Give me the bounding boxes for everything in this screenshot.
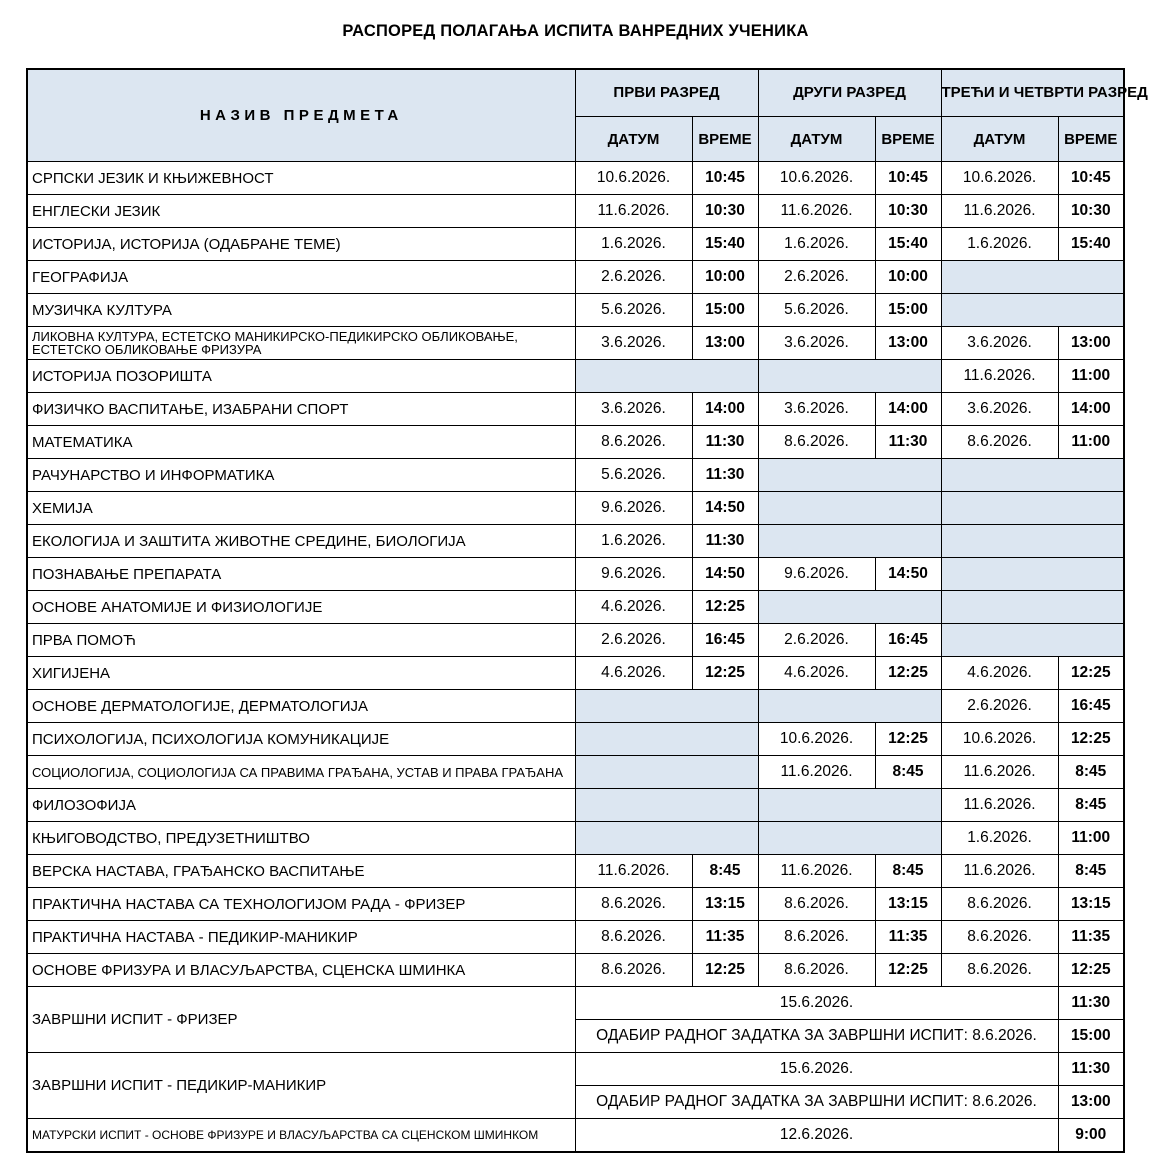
exam-time-cell: 14:50 — [692, 492, 758, 525]
subject-cell: ВЕРСКА НАСТАВА, ГРАЂАНСКО ВАСПИТАЊЕ — [27, 855, 575, 888]
table-row — [27, 723, 1124, 756]
table-row — [27, 162, 1124, 195]
exam-date-cell: 5.6.2026. — [575, 459, 692, 492]
subject-cell: СРПСКИ ЈЕЗИК И КЊИЖЕВНОСТ — [27, 162, 575, 195]
exam-time-cell: 12:25 — [692, 954, 758, 987]
subject-cell: ИСТОРИЈА, ИСТОРИЈА (ОДАБРАНЕ ТЕМЕ) — [27, 228, 575, 261]
exam-date-cell: 1.6.2026. — [758, 228, 875, 261]
exam-time-cell: 16:45 — [1058, 690, 1124, 723]
final-exam-row — [27, 1053, 1124, 1086]
exam-date-cell: 8.6.2026. — [941, 426, 1058, 459]
exam-time-cell: 14:50 — [875, 558, 941, 591]
exam-date-cell: 8.6.2026. — [758, 954, 875, 987]
exam-date-cell: 11.6.2026. — [575, 855, 692, 888]
exam-date-cell: 11.6.2026. — [758, 756, 875, 789]
table-row — [27, 558, 1124, 591]
exam-date-cell: 8.6.2026. — [758, 888, 875, 921]
exam-time-cell: 11:35 — [1058, 921, 1124, 954]
exam-date-cell: 3.6.2026. — [758, 393, 875, 426]
table-row — [27, 822, 1124, 855]
grade2-header: ДРУГИ РАЗРЕД — [758, 69, 941, 117]
table-row — [27, 855, 1124, 888]
exam-time-cell: 15:00 — [692, 294, 758, 327]
subject-cell: РАЧУНАРСТВО И ИНФОРМАТИКА — [27, 459, 575, 492]
subject-cell: ПРАКТИЧНА НАСТАВА - ПЕДИКИР-МАНИКИР — [27, 921, 575, 954]
exam-time-cell: 12:25 — [692, 591, 758, 624]
exam-date-cell: 9.6.2026. — [575, 558, 692, 591]
exam-time-cell: 12:25 — [1058, 723, 1124, 756]
exam-time-cell: 8:45 — [692, 855, 758, 888]
exam-time-cell: 13:15 — [692, 888, 758, 921]
no-exam-cell — [941, 624, 1124, 657]
task-selection-time: 15:00 — [1058, 1020, 1124, 1053]
exam-date-cell: 3.6.2026. — [941, 393, 1058, 426]
table-row — [27, 921, 1124, 954]
subject-cell: СОЦИОЛОГИЈА, СОЦИОЛОГИЈА СА ПРАВИМА ГРАЂАНА, УСТАВ И ПРАВА ГРАЂАНА — [27, 756, 575, 789]
table-row — [27, 789, 1124, 822]
no-exam-cell — [941, 459, 1124, 492]
table-row — [27, 261, 1124, 294]
table-row — [27, 888, 1124, 921]
final-exam-date: 15.6.2026. — [575, 987, 1058, 1020]
table-row — [27, 492, 1124, 525]
exam-date-cell: 11.6.2026. — [758, 855, 875, 888]
subject-cell: ОСНОВЕ ДЕРМАТОЛОГИЈЕ, ДЕРМАТОЛОГИЈА — [27, 690, 575, 723]
exam-time-cell: 8:45 — [1058, 756, 1124, 789]
no-exam-cell — [575, 360, 758, 393]
exam-time-cell: 15:40 — [875, 228, 941, 261]
exam-date-cell: 3.6.2026. — [758, 327, 875, 360]
matura-row — [27, 1119, 1124, 1153]
exam-time-cell: 8:45 — [875, 756, 941, 789]
no-exam-cell — [941, 558, 1124, 591]
matura-date: 12.6.2026. — [575, 1119, 1058, 1153]
exam-date-cell: 9.6.2026. — [758, 558, 875, 591]
table-row — [27, 657, 1124, 690]
exam-time-cell: 10:30 — [875, 195, 941, 228]
table-row — [27, 360, 1124, 393]
table-row — [27, 756, 1124, 789]
table-row — [27, 195, 1124, 228]
final-exam-subject: ЗАВРШНИ ИСПИТ - ФРИЗЕР — [27, 987, 575, 1053]
exam-date-cell: 10.6.2026. — [758, 162, 875, 195]
exam-date-cell: 4.6.2026. — [758, 657, 875, 690]
table-row — [27, 954, 1124, 987]
exam-date-cell: 11.6.2026. — [575, 195, 692, 228]
exam-date-cell: 3.6.2026. — [575, 393, 692, 426]
table-row — [27, 459, 1124, 492]
grade34-header: ТРЕЋИ И ЧЕТВРТИ РАЗРЕД — [941, 69, 1124, 117]
subject-cell: МАТЕМАТИКА — [27, 426, 575, 459]
subject-cell: ЕНГЛЕСКИ ЈЕЗИК — [27, 195, 575, 228]
exam-time-cell: 14:00 — [1058, 393, 1124, 426]
no-exam-cell — [758, 789, 941, 822]
subject-cell: ИСТОРИЈА ПОЗОРИШТА — [27, 360, 575, 393]
final-exam-subject: ЗАВРШНИ ИСПИТ - ПЕДИКИР-МАНИКИР — [27, 1053, 575, 1119]
no-exam-cell — [758, 690, 941, 723]
exam-time-cell: 12:25 — [875, 954, 941, 987]
subject-cell: ХЕМИЈА — [27, 492, 575, 525]
exam-time-cell: 14:00 — [692, 393, 758, 426]
table-row — [27, 294, 1124, 327]
table-row — [27, 591, 1124, 624]
exam-date-cell: 10.6.2026. — [941, 723, 1058, 756]
subject-cell: ФИЗИЧКО ВАСПИТАЊЕ, ИЗАБРАНИ СПОРТ — [27, 393, 575, 426]
exam-date-cell: 10.6.2026. — [758, 723, 875, 756]
subject-cell: ОСНОВЕ АНАТОМИЈЕ И ФИЗИОЛОГИЈЕ — [27, 591, 575, 624]
exam-date-cell: 2.6.2026. — [575, 261, 692, 294]
subject-cell: ПРВА ПОМОЋ — [27, 624, 575, 657]
no-exam-cell — [575, 690, 758, 723]
exam-date-cell: 4.6.2026. — [941, 657, 1058, 690]
exam-time-cell: 12:25 — [692, 657, 758, 690]
exam-time-cell: 10:30 — [692, 195, 758, 228]
no-exam-cell — [941, 525, 1124, 558]
exam-date-cell: 8.6.2026. — [758, 426, 875, 459]
exam-date-cell: 8.6.2026. — [575, 921, 692, 954]
no-exam-cell — [758, 822, 941, 855]
exam-time-cell: 13:00 — [692, 327, 758, 360]
exam-date-cell: 8.6.2026. — [941, 921, 1058, 954]
matura-subject: МАТУРСКИ ИСПИТ - ОСНОВЕ ФРИЗУРЕ И ВЛАСУЉАРСТВА СА СЦЕНСКОМ ШМИНКОМ — [27, 1119, 575, 1153]
exam-time-cell: 13:15 — [1058, 888, 1124, 921]
table-row — [27, 624, 1124, 657]
exam-date-cell: 3.6.2026. — [575, 327, 692, 360]
task-selection-note: ОДАБИР РАДНОГ ЗАДАТКА ЗА ЗАВРШНИ ИСПИТ: 8.6.2026. — [575, 1020, 1058, 1053]
exam-date-cell: 10.6.2026. — [575, 162, 692, 195]
no-exam-cell — [575, 789, 758, 822]
no-exam-cell — [758, 591, 941, 624]
no-exam-cell — [941, 591, 1124, 624]
grade2-date-header: ДАТУМ — [758, 117, 875, 162]
subject-cell: ЛИКОВНА КУЛТУРА, ЕСТЕТСКО МАНИКИРСКО-ПЕДИКИРСКО ОБЛИКОВАЊЕ, ЕСТЕТСКО ОБЛИКОВАЊЕ ФРИЗУРА — [27, 327, 575, 360]
exam-time-cell: 13:15 — [875, 888, 941, 921]
exam-date-cell: 1.6.2026. — [941, 822, 1058, 855]
exam-date-cell: 11.6.2026. — [941, 855, 1058, 888]
exam-date-cell: 11.6.2026. — [941, 756, 1058, 789]
grade2-time-header: ВРЕМЕ — [875, 117, 941, 162]
exam-time-cell: 10:00 — [875, 261, 941, 294]
exam-time-cell: 11:30 — [875, 426, 941, 459]
exam-date-cell: 2.6.2026. — [758, 624, 875, 657]
exam-time-cell: 11:30 — [692, 525, 758, 558]
exam-time-cell: 11:35 — [875, 921, 941, 954]
exam-date-cell: 8.6.2026. — [575, 954, 692, 987]
exam-time-cell: 10:00 — [692, 261, 758, 294]
exam-date-cell: 8.6.2026. — [575, 888, 692, 921]
exam-time-cell: 15:40 — [692, 228, 758, 261]
table-row — [27, 393, 1124, 426]
exam-date-cell: 1.6.2026. — [941, 228, 1058, 261]
table-row — [27, 525, 1124, 558]
matura-time: 9:00 — [1058, 1119, 1124, 1153]
exam-time-cell: 16:45 — [692, 624, 758, 657]
exam-time-cell: 15:40 — [1058, 228, 1124, 261]
exam-time-cell: 14:50 — [692, 558, 758, 591]
no-exam-cell — [758, 525, 941, 558]
subject-cell: ЕКОЛОГИЈА И ЗАШТИТА ЖИВОТНЕ СРЕДИНЕ, БИОЛОГИЈА — [27, 525, 575, 558]
exam-date-cell: 1.6.2026. — [575, 228, 692, 261]
no-exam-cell — [941, 261, 1124, 294]
exam-date-cell: 3.6.2026. — [941, 327, 1058, 360]
table-row — [27, 690, 1124, 723]
exam-time-cell: 10:45 — [1058, 162, 1124, 195]
exam-date-cell: 8.6.2026. — [758, 921, 875, 954]
exam-time-cell: 11:00 — [1058, 822, 1124, 855]
grade1-time-header: ВРЕМЕ — [692, 117, 758, 162]
exam-time-cell: 11:30 — [692, 459, 758, 492]
exam-time-cell: 12:25 — [875, 657, 941, 690]
subject-cell: ПРАКТИЧНА НАСТАВА СА ТЕХНОЛОГИЈОМ РАДА - ФРИЗЕР — [27, 888, 575, 921]
exam-time-cell: 12:25 — [1058, 954, 1124, 987]
no-exam-cell — [575, 723, 758, 756]
no-exam-cell — [941, 294, 1124, 327]
table-row — [27, 426, 1124, 459]
exam-time-cell: 11:30 — [692, 426, 758, 459]
subject-column-header: НАЗИВ ПРЕДМЕТА — [27, 69, 575, 162]
exam-date-cell: 8.6.2026. — [575, 426, 692, 459]
grade34-time-header: ВРЕМЕ — [1058, 117, 1124, 162]
exam-schedule-table — [26, 68, 1148, 1153]
subject-cell: МУЗИЧКА КУЛТУРА — [27, 294, 575, 327]
exam-time-cell: 12:25 — [1058, 657, 1124, 690]
exam-time-cell: 11:00 — [1058, 360, 1124, 393]
no-exam-cell — [758, 459, 941, 492]
exam-date-cell: 1.6.2026. — [575, 525, 692, 558]
table-row — [27, 228, 1124, 261]
exam-time-cell: 12:25 — [875, 723, 941, 756]
no-exam-cell — [758, 360, 941, 393]
subject-cell: КЊИГОВОДСТВО, ПРЕДУЗЕТНИШТВО — [27, 822, 575, 855]
exam-date-cell: 8.6.2026. — [941, 888, 1058, 921]
exam-time-cell: 8:45 — [1058, 789, 1124, 822]
subject-cell: ОСНОВЕ ФРИЗУРА И ВЛАСУЉАРСТВА, СЦЕНСКА ШМИНКА — [27, 954, 575, 987]
table-row — [27, 327, 1124, 360]
exam-date-cell: 10.6.2026. — [941, 162, 1058, 195]
subject-cell: ПОЗНАВАЊЕ ПРЕПАРАТА — [27, 558, 575, 591]
task-selection-note: ОДАБИР РАДНОГ ЗАДАТКА ЗА ЗАВРШНИ ИСПИТ: 8.6.2026. — [575, 1086, 1058, 1119]
exam-date-cell: 2.6.2026. — [941, 690, 1058, 723]
exam-time-cell: 13:00 — [875, 327, 941, 360]
exam-time-cell: 13:00 — [1058, 327, 1124, 360]
subject-cell: ХИГИЈЕНА — [27, 657, 575, 690]
exam-date-cell: 2.6.2026. — [758, 261, 875, 294]
exam-date-cell: 5.6.2026. — [575, 294, 692, 327]
page-title: РАСПОРЕД ПОЛАГАЊА ИСПИТА ВАНРЕДНИХ УЧЕНИКА — [342, 22, 809, 40]
grade1-header: ПРВИ РАЗРЕД — [575, 69, 758, 117]
grade34-date-header: ДАТУМ — [941, 117, 1058, 162]
grade1-date-header: ДАТУМ — [575, 117, 692, 162]
exam-time-cell: 11:35 — [692, 921, 758, 954]
exam-time-cell: 10:45 — [692, 162, 758, 195]
task-selection-time: 13:00 — [1058, 1086, 1124, 1119]
exam-date-cell: 5.6.2026. — [758, 294, 875, 327]
exam-date-cell: 4.6.2026. — [575, 657, 692, 690]
subject-cell: ФИЛОЗОФИЈА — [27, 789, 575, 822]
no-exam-cell — [941, 492, 1124, 525]
exam-date-cell: 11.6.2026. — [941, 789, 1058, 822]
exam-time-cell: 8:45 — [1058, 855, 1124, 888]
final-exam-time: 11:30 — [1058, 1053, 1124, 1086]
subject-cell: ПСИХОЛОГИЈА, ПСИХОЛОГИЈА КОМУНИКАЦИЈЕ — [27, 723, 575, 756]
exam-date-cell: 4.6.2026. — [575, 591, 692, 624]
exam-date-cell: 11.6.2026. — [758, 195, 875, 228]
subject-cell: ГЕОГРАФИЈА — [27, 261, 575, 294]
final-exam-row — [27, 987, 1124, 1020]
no-exam-cell — [575, 822, 758, 855]
no-exam-cell — [758, 492, 941, 525]
exam-time-cell: 10:30 — [1058, 195, 1124, 228]
exam-time-cell: 11:00 — [1058, 426, 1124, 459]
final-exam-time: 11:30 — [1058, 987, 1124, 1020]
exam-date-cell: 11.6.2026. — [941, 360, 1058, 393]
final-exam-date: 15.6.2026. — [575, 1053, 1058, 1086]
exam-time-cell: 16:45 — [875, 624, 941, 657]
exam-date-cell: 2.6.2026. — [575, 624, 692, 657]
exam-time-cell: 8:45 — [875, 855, 941, 888]
exam-time-cell: 14:00 — [875, 393, 941, 426]
exam-time-cell: 15:00 — [875, 294, 941, 327]
exam-date-cell: 11.6.2026. — [941, 195, 1058, 228]
exam-date-cell: 9.6.2026. — [575, 492, 692, 525]
no-exam-cell — [575, 756, 758, 789]
exam-date-cell: 8.6.2026. — [941, 954, 1058, 987]
exam-time-cell: 10:45 — [875, 162, 941, 195]
